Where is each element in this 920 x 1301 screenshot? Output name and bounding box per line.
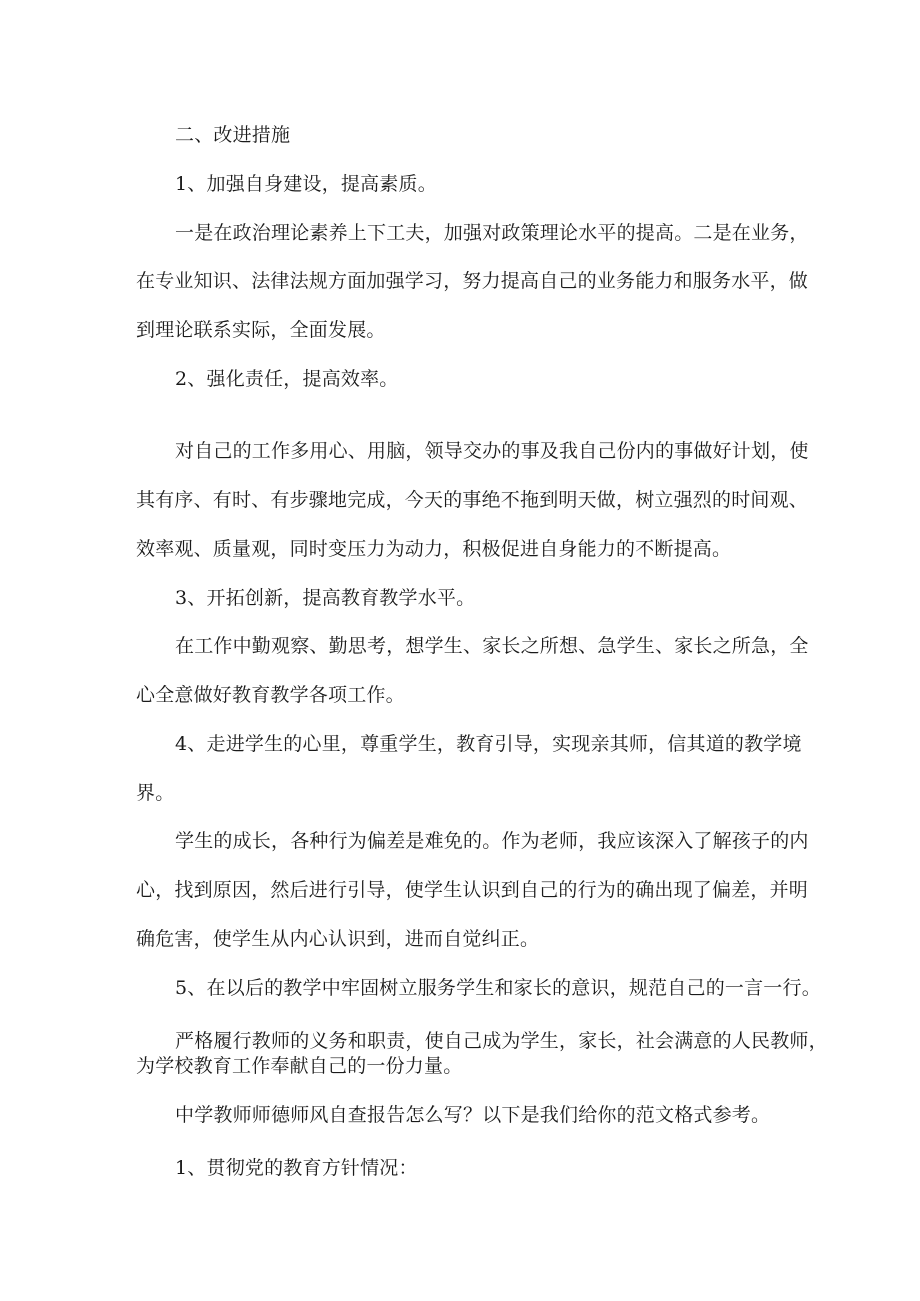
paragraph-line: 界。: [136, 782, 175, 804]
item-heading-5: 5、在以后的教学中牢固树立服务学生和家长的意识，规范自己的一言一行。: [175, 977, 821, 999]
item-heading-1: 1、加强自身建设，提高素质。: [175, 173, 437, 195]
paragraph-line: 心，找到原因，然后进行引导，使学生认识到自己的行为的确出现了偏差，并明: [136, 879, 809, 901]
item-heading-2: 2、强化责任，提高效率。: [175, 368, 399, 390]
paragraph-line: 为学校教育工作奉献自己的一份力量。: [136, 1055, 463, 1077]
paragraph-line: 确危害，使学生从内心认识到，进而自觉纠正。: [136, 928, 540, 950]
paragraph-line: 到理论联系实际，全面发展。: [136, 319, 386, 341]
paragraph-line: 对自己的工作多用心、用脑，领导交办的事及我自己份内的事做好计划，使: [175, 440, 809, 462]
item-heading-next: 1、贯彻党的教育方针情况：: [175, 1157, 418, 1179]
paragraph-line: 学生的成长，各种行为偏差是难免的。作为老师，我应该深入了解孩子的内: [175, 830, 809, 852]
paragraph-line: 效率观、质量观，同时变压力为动力，积极促进自身能力的不断提高。: [136, 538, 732, 560]
paragraph-line: 严格履行教师的义务和职责，使自己成为学生，家长，社会满意的人民教师，: [175, 1030, 828, 1052]
paragraph-line: 心全意做好教育教学各项工作。: [136, 684, 405, 706]
item-heading-3: 3、开拓创新，提高教育教学水平。: [175, 587, 476, 609]
paragraph-line: 在专业知识、法律法规方面加强学习，努力提高自己的业务能力和服务水平，做: [136, 270, 809, 292]
paragraph-line: 一是在政治理论素养上下工夫，加强对政策理论水平的提高。二是在业务，: [175, 222, 809, 244]
paragraph-line: 其有序、有时、有步骤地完成，今天的事绝不拖到明天做，树立强烈的时间观、: [136, 489, 809, 511]
paragraph-line: 中学教师师德师风自查报告怎么写？以下是我们给你的范文格式参考。: [175, 1104, 771, 1126]
paragraph-line: 在工作中勤观察、勤思考，想学生、家长之所想、急学生、家长之所急，全: [175, 635, 809, 657]
section-heading: 二、改进措施: [175, 124, 291, 146]
item-heading-4: 4、走进学生的心里，尊重学生，教育引导，实现亲其师，信其道的教学境: [175, 733, 802, 755]
